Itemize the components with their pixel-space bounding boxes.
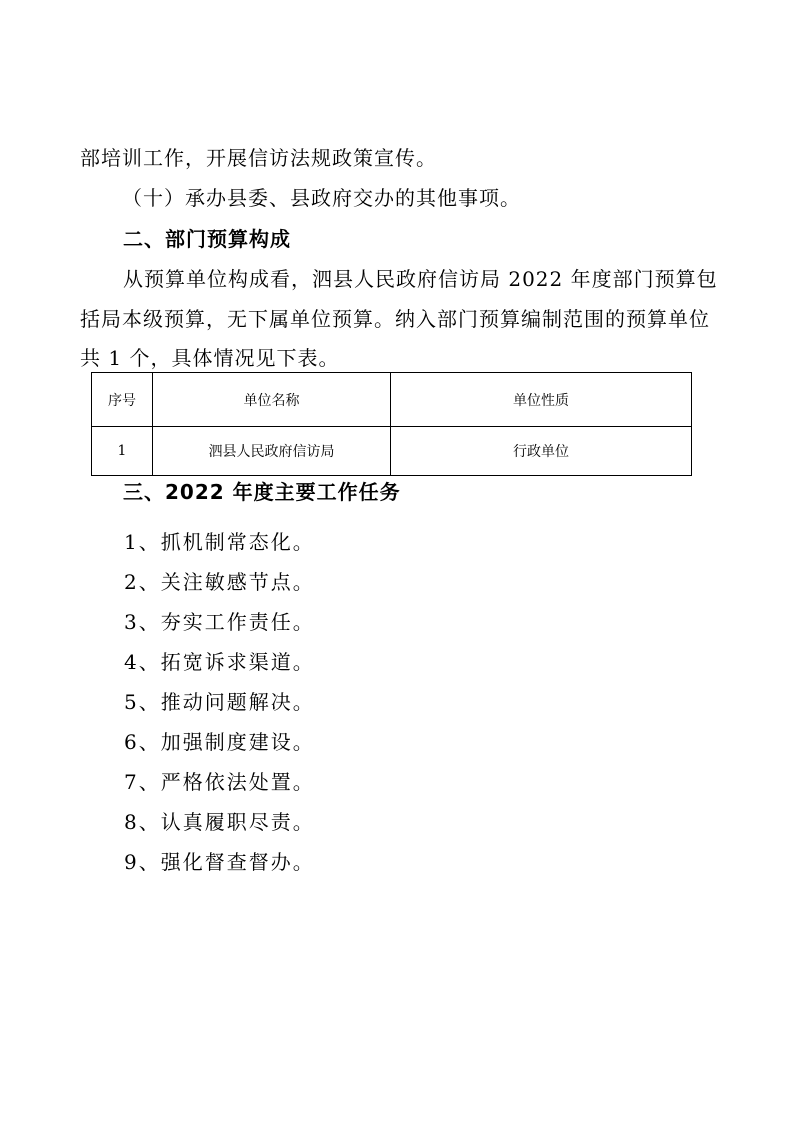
- table-header-cell: 序号: [92, 373, 153, 427]
- table-cell: 行政单位: [391, 427, 692, 476]
- table-header-cell: 单位名称: [153, 373, 391, 427]
- budget-unit-table: [91, 372, 692, 476]
- paragraph-line: （十）承办县委、县政府交办的其他事项。: [122, 186, 521, 210]
- table-row: [92, 427, 692, 476]
- table-header-row: [92, 373, 692, 427]
- paragraph-line: 括局本级预算，无下属单位预算。纳入部门预算编制范围的预算单位: [80, 307, 710, 331]
- section-heading: 二、部门预算构成: [123, 227, 291, 251]
- task-item: 5、推动问题解决。: [124, 690, 315, 714]
- paragraph-line: 部培训工作，开展信访法规政策宣传。: [80, 146, 437, 170]
- task-item: 2、关注敏感节点。: [124, 570, 315, 594]
- task-item: 9、强化督查督办。: [124, 850, 315, 874]
- task-item: 4、拓宽诉求渠道。: [124, 650, 315, 674]
- task-item: 8、认真履职尽责。: [124, 810, 315, 834]
- task-item: 6、加强制度建设。: [124, 730, 315, 754]
- task-item: 3、夯实工作责任。: [124, 610, 315, 634]
- task-item: 1、抓机制常态化。: [124, 530, 315, 554]
- task-item: 7、严格依法处置。: [124, 770, 315, 794]
- paragraph-line: 从预算单位构成看，泗县人民政府信访局 2022 年度部门预算包: [123, 267, 718, 291]
- table-cell: 1: [92, 427, 153, 476]
- table-cell: 泗县人民政府信访局: [153, 427, 391, 476]
- paragraph-line: 共 1 个，具体情况见下表。: [80, 346, 340, 370]
- table-header-cell: 单位性质: [391, 373, 692, 427]
- section-heading: 三、2022 年度主要工作任务: [123, 480, 401, 504]
